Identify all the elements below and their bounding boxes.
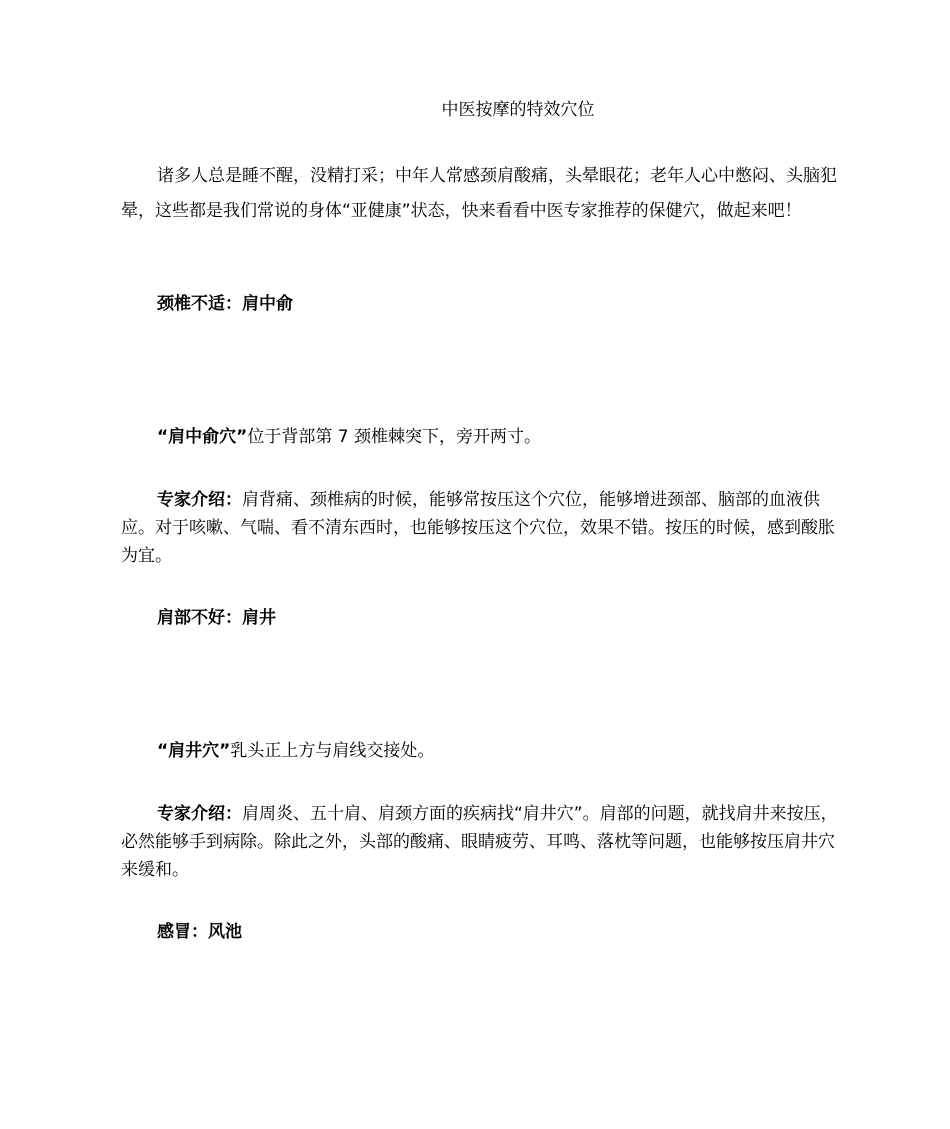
intro-paragraph: 诸多人总是睡不醒，没精打采；中年人常感颈肩酸痛，头晕眼花；老年人心中憋闷、头脑犯晕，这些都是我们常说的身体“亚健康”状态，快来看看中医专家推荐的保健穴，做起来吧！: [121, 166, 837, 221]
section-heading-cold: 感冒：风池: [157, 922, 242, 942]
acupoint-name: “肩中俞穴”: [157, 427, 248, 447]
acupoint-name: “肩井穴”: [157, 741, 231, 761]
expert-intro-paragraph: [121, 800, 839, 884]
acupoint-location: 位于背部第 7 颈椎棘突下，旁开两寸。: [247, 427, 541, 447]
expert-text: 肩周炎、五十肩、肩颈方面的疾病找“肩井穴”。肩部的问题，就找肩井来按压，必然能够手到病除。除此之外，头部的酸痛、眼睛疲劳、耳鸣、落枕等问题，也能够按压肩井穴来缓和。: [121, 804, 838, 880]
acupoint-description-jianjing: [157, 738, 434, 764]
section-heading-neck: 颈椎不适：肩中俞: [157, 294, 293, 314]
acupoint-location: 乳头正上方与肩线交接处。: [230, 741, 435, 761]
section-heading-shoulder: 肩部不好：肩井: [157, 608, 276, 628]
expert-text: 肩背痛、颈椎病的时候，能够常按压这个穴位，能够增进颈部、脑部的血液供应。对于咳嗽、气喘、看不清东西时，也能够按压这个穴位，效果不错。按压的时候，感到酸胀为宜。: [121, 490, 835, 566]
document-title: 中医按摩的特效穴位: [441, 100, 595, 120]
expert-label: 专家介绍：: [157, 490, 242, 510]
expert-intro-paragraph: [121, 486, 839, 570]
expert-label: 专家介绍：: [157, 804, 242, 824]
acupoint-description-jianzhongshu: [157, 424, 541, 450]
